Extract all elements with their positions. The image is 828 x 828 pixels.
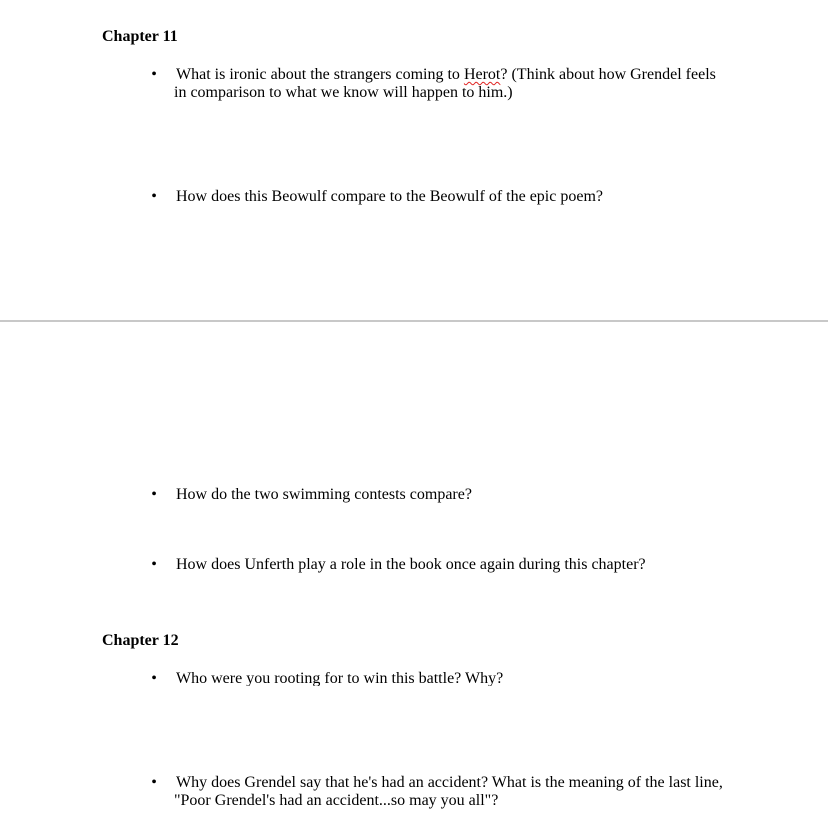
- chapter-12-question-1: [0, 670, 828, 690]
- chapter-11-question-1: [0, 66, 828, 106]
- chapter-12-heading: Chapter 12: [102, 632, 179, 649]
- misspelled-word[interactable]: Herot: [463, 66, 501, 83]
- question-text[interactable]: How does Unferth play a role in the book once again during this chapter?: [176, 556, 646, 573]
- question-text[interactable]: What is ironic about the strangers coming to Herot? (Think about how Grendel feels in comparison to what we know will happen to him.): [174, 66, 716, 101]
- bullet-icon: •: [151, 66, 157, 83]
- question-text[interactable]: Who were you rooting for to win this battle? Why?: [176, 670, 504, 686]
- chapter-11-question-3: [0, 486, 828, 506]
- bullet-icon: •: [151, 486, 157, 503]
- chapter-12-question-2: [0, 774, 828, 814]
- bullet-icon: •: [151, 774, 157, 791]
- question-text[interactable]: Why does Grendel say that he's had an accident? What is the meaning of the last line, "Poor Grendel's had an accident...so may you all"?: [174, 774, 723, 809]
- chapter-11-question-4: [0, 556, 828, 576]
- bullet-icon: •: [151, 188, 157, 205]
- page-break-divider: [0, 320, 828, 322]
- chapter-11-question-2: [0, 188, 828, 208]
- question-text[interactable]: How do the two swimming contests compare?: [176, 486, 472, 503]
- chapter-11-heading: Chapter 11: [102, 28, 178, 45]
- bullet-icon: •: [151, 556, 157, 573]
- bullet-icon: •: [151, 670, 157, 687]
- question-text[interactable]: How does this Beowulf compare to the Beowulf of the epic poem?: [176, 188, 603, 205]
